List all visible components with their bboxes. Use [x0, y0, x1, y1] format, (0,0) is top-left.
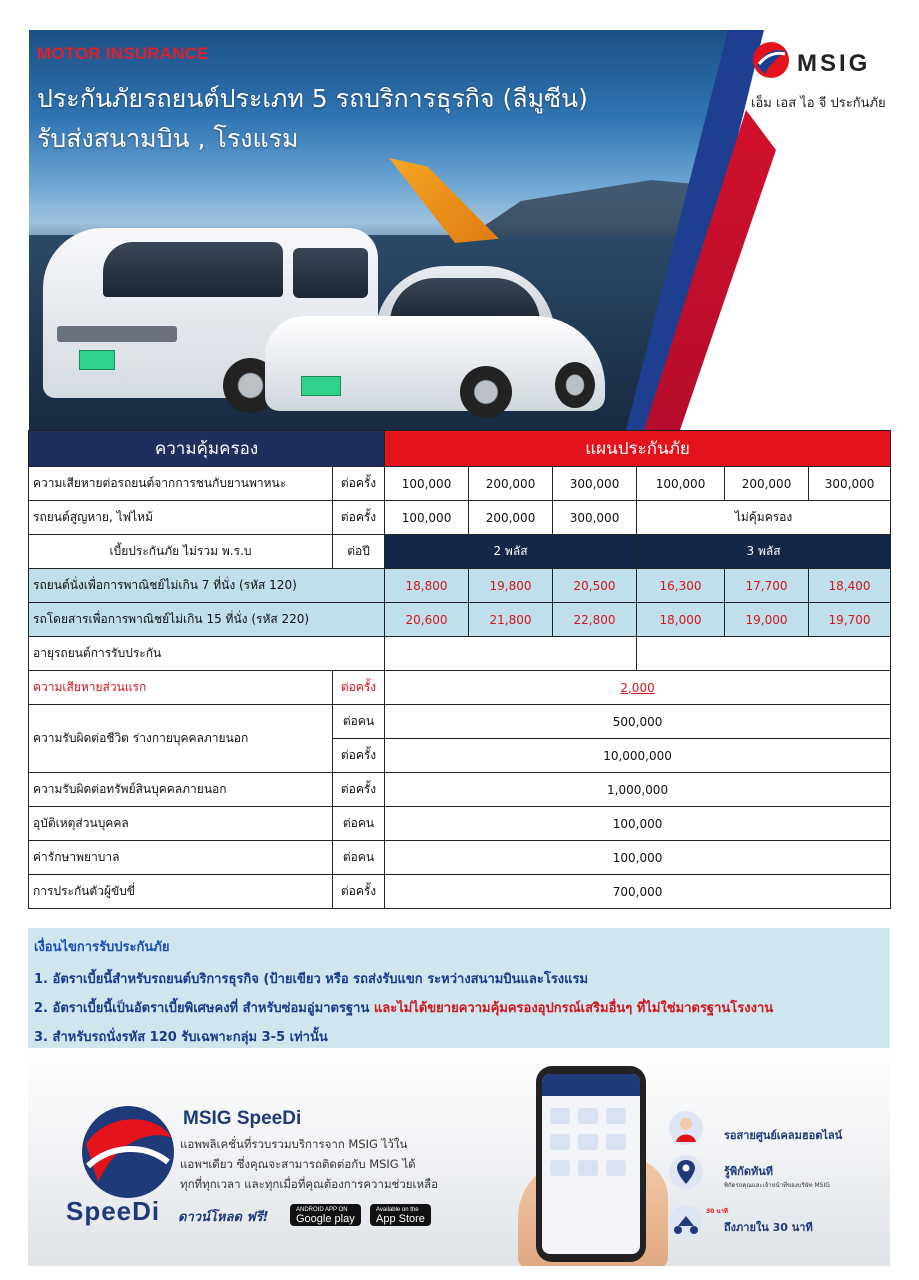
- row-label: รถยนต์นั่งเพื่อการพาณิชย์ไม่เกิน 7 ที่นั่ง (รหัส 120): [29, 569, 385, 603]
- speedi-title: MSIG SpeeDi: [183, 1108, 302, 1129]
- premium-cell: 19,000: [725, 603, 809, 637]
- hero-eyebrow: MOTOR INSURANCE: [37, 44, 209, 63]
- row-label: รถโดยสารเพื่อการพาณิชย์ไม่เกิน 15 ที่นั่ง (รหัส 220): [29, 603, 385, 637]
- table-cell: 100,000: [637, 467, 725, 501]
- header-coverage: ความคุ้มครอง: [29, 431, 385, 467]
- app-store-caption: Available on the: [376, 1207, 419, 1213]
- hero-title: ประกันภัยรถยนต์ประเภท 5 รถบริการธุรกิจ (ลีมูซีน): [37, 84, 588, 113]
- row-label: ความรับผิดต่อชีวิต ร่างกายบุคคลภายนอก: [29, 705, 333, 773]
- speedi-desc-line: แอพพลิเคชั่นที่รวบรวมบริการจาก MSIG ไว้ใน: [180, 1137, 408, 1151]
- feature-hotline: รอสายศูนย์เคลมฮอตไลน์: [724, 1129, 843, 1142]
- app-store-label: App Store: [376, 1213, 425, 1225]
- table-row: [29, 501, 891, 535]
- row-label: รถยนต์สูญหาย, ไฟไหม้: [29, 501, 333, 535]
- msig-logo: [749, 38, 889, 118]
- table-row: [29, 535, 891, 569]
- phone-mockup: [536, 1066, 646, 1262]
- condition-item-2: [34, 994, 884, 1023]
- premium-cell: 18,400: [809, 569, 891, 603]
- table-row: [29, 773, 891, 807]
- premium-cell: 19,800: [469, 569, 553, 603]
- location-pin-icon: [668, 1154, 704, 1190]
- hotline-agent-icon: [668, 1110, 704, 1146]
- row-unit: ต่อครั้ง: [333, 773, 385, 807]
- scooter-icon: [668, 1204, 704, 1240]
- table-header-row: [29, 431, 891, 467]
- premium-cell: 16,300: [637, 569, 725, 603]
- table-cell: 10,000,000: [385, 739, 891, 773]
- table-cell: 700,000: [385, 875, 891, 909]
- row-unit: ต่อครั้ง: [333, 671, 385, 705]
- premium-cell: 21,800: [469, 603, 553, 637]
- speedi-wordmark: SpeeDi: [66, 1196, 161, 1226]
- conditions-box: [28, 928, 890, 1048]
- sedan-illustration: [265, 266, 605, 426]
- feature-location-title: รู้พิกัดทันที: [724, 1165, 773, 1178]
- google-play-label: Google play: [296, 1213, 355, 1225]
- table-row: [29, 603, 891, 637]
- condition-item-1: 1. อัตราเบี้ยนี้สำหรับรถยนต์บริการธุรกิจ (ป้ายเขียว หรือ รถส่งรับแขก ระหว่างสนามบินและโรงแรม: [34, 972, 589, 987]
- speedi-banner: [28, 1048, 890, 1266]
- msig-logo-thai: เอ็ม เอส ไอ จี ประกันภัย: [751, 96, 886, 111]
- row-label: อายุรถยนต์การรับประกัน: [29, 637, 385, 671]
- row-unit: ต่อคน: [333, 705, 385, 739]
- premium-cell: 20,500: [553, 569, 637, 603]
- row-unit: ต่อครั้ง: [333, 501, 385, 535]
- feature-location-sub: พิกัดรถคุณและเจ้าหน้าที่ของบริษัท MSIG: [724, 1182, 830, 1189]
- google-play-caption: ANDROID APP ON: [296, 1207, 348, 1213]
- msig-logo-text: MSIG: [797, 50, 871, 77]
- row-unit: ต่อครั้ง: [333, 875, 385, 909]
- google-play-button[interactable]: [290, 1204, 361, 1226]
- table-row: [29, 637, 891, 671]
- table-cell: 200,000: [725, 467, 809, 501]
- table-cell: 100,000: [385, 807, 891, 841]
- table-cell: 100,000: [385, 501, 469, 535]
- phone-screen: [542, 1074, 640, 1254]
- msig-logo-icon: [751, 40, 791, 80]
- row-unit: ต่อครั้ง: [333, 739, 385, 773]
- speedi-desc-line: แอพฯเดียว ซึ่งคุณจะสามารถติดต่อกับ MSIG ได้: [180, 1157, 416, 1171]
- premium-cell: 18,800: [385, 569, 469, 603]
- speedi-desc-line: ทุกที่ทุกเวลา และทุกเมื่อที่คุณต้องการความช่วยเหลือ: [180, 1177, 438, 1191]
- table-cell-empty: [385, 637, 637, 671]
- row-unit: ต่อครั้ง: [333, 467, 385, 501]
- table-row: [29, 467, 891, 501]
- row-label: อุบัติเหตุส่วนบุคคล: [29, 807, 333, 841]
- table-row: [29, 875, 891, 909]
- coverage-table: [28, 430, 891, 909]
- condition-item-3: 3. สำหรับรถนั่งรหัส 120 รับเฉพาะกลุ่ม 3-5 เท่านั้น: [34, 1030, 328, 1045]
- table-row: [29, 807, 891, 841]
- speedi-description: [180, 1134, 438, 1194]
- table-cell: 100,000: [385, 841, 891, 875]
- plan-3plus-header: 3 พลัส: [637, 535, 891, 569]
- table-cell: 200,000: [469, 467, 553, 501]
- table-cell: 1,000,000: [385, 773, 891, 807]
- premium-cell: 17,700: [725, 569, 809, 603]
- condition-item-2-text: 2. อัตราเบี้ยนี้เป็นอัตราเบี้ยพิเศษคงที่ สำหรับซ่อมอู่มาตรฐาน: [34, 1001, 374, 1016]
- download-free-label: ดาวน์โหลด ฟรี!: [178, 1210, 269, 1225]
- table-cell-empty: [637, 637, 891, 671]
- table-row: [29, 705, 891, 739]
- table-row: [29, 841, 891, 875]
- feature-30min-badge: 30 นาที: [706, 1208, 728, 1215]
- premium-cell: 22,800: [553, 603, 637, 637]
- row-label: ค่ารักษาพยาบาล: [29, 841, 333, 875]
- deductible-value: 2,000: [385, 671, 891, 705]
- premium-cell: 19,700: [809, 603, 891, 637]
- conditions-title: เงื่อนไขการรับประกันภัย: [34, 940, 170, 955]
- row-label: ความเสียหายต่อรถยนต์จากการชนกับยานพาหนะ: [29, 467, 333, 501]
- hero-subtitle: รับส่งสนามบิน , โรงแรม: [37, 124, 299, 153]
- row-label: ความรับผิดต่อทรัพย์สินบุคคลภายนอก: [29, 773, 333, 807]
- row-unit: ต่อคน: [333, 841, 385, 875]
- table-cell: 100,000: [385, 467, 469, 501]
- table-row: [29, 671, 891, 705]
- app-store-button[interactable]: [370, 1204, 431, 1226]
- plan-2plus-header: 2 พลัส: [385, 535, 637, 569]
- header-plan: แผนประกันภัย: [385, 431, 891, 467]
- table-cell: 500,000: [385, 705, 891, 739]
- table-cell: 300,000: [553, 467, 637, 501]
- table-cell: 300,000: [553, 501, 637, 535]
- row-label: ความเสียหายส่วนแรก: [29, 671, 333, 705]
- premium-cell: 18,000: [637, 603, 725, 637]
- premium-cell: 20,600: [385, 603, 469, 637]
- row-label: เบี้ยประกันภัย ไม่รวม พ.ร.บ: [29, 535, 333, 569]
- condition-item-2-highlight: และไม่ได้ขยายความคุ้มครองอุปกรณ์เสริมอื่นๆ ที่ไม่ใช่มาตรฐานโรงงาน: [373, 1001, 774, 1016]
- table-cell: 200,000: [469, 501, 553, 535]
- feature-arrival: ถึงภายใน 30 นาที: [724, 1221, 813, 1234]
- table-cell: 300,000: [809, 467, 891, 501]
- row-label: การประกันตัวผู้ขับขี่: [29, 875, 333, 909]
- not-covered-cell: ไม่คุ้มครอง: [637, 501, 891, 535]
- row-unit: ต่อคน: [333, 807, 385, 841]
- table-row: [29, 569, 891, 603]
- feature-location: [724, 1162, 830, 1190]
- row-unit: ต่อปี: [333, 535, 385, 569]
